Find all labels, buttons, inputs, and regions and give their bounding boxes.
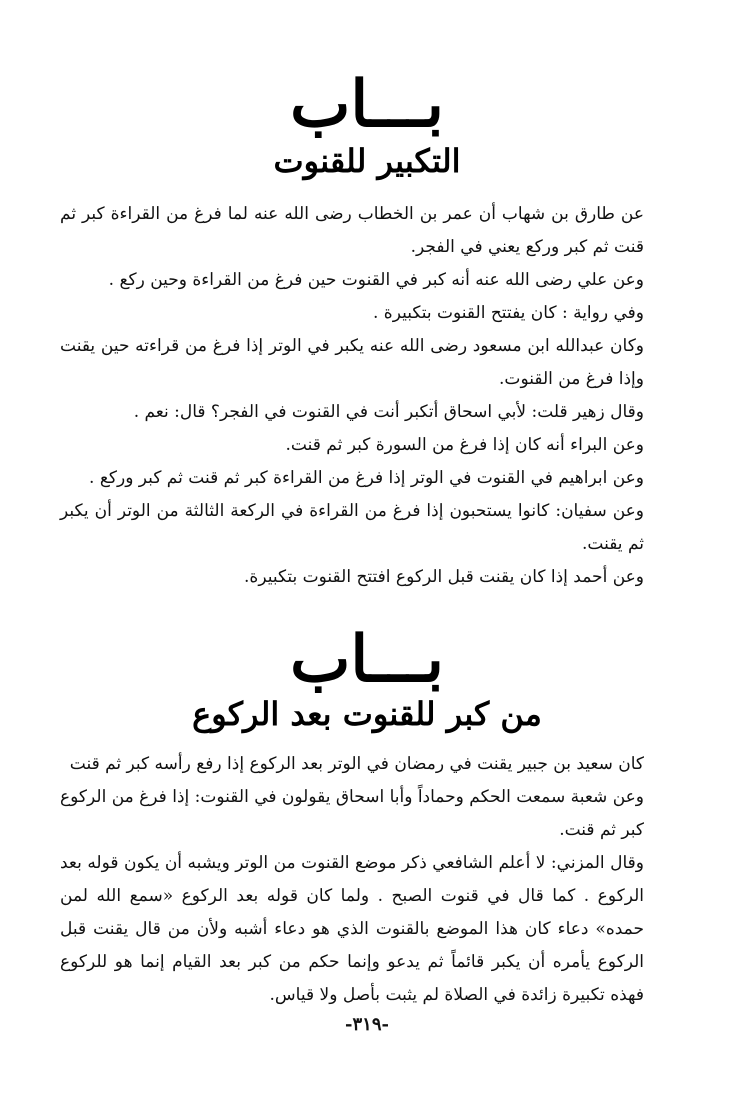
section-2-bab-heading: بـــاب	[290, 622, 444, 697]
paragraph: وقال المزني: لا أعلم الشافعي ذكر موضع القنوت من الوتر ويشبه أن يكون قوله بعد الركوع . كما قال في قنوت الصبح . ولما كان قوله بعد الركوع «سمع الله لمن حمده» دعاء كان هذا الموضع بالقنوت الذي هو دعاء أشبه ولأن من قال يقنت قبل الركوع يأمره أن يكبر قائماً ثم يدعو وإنما حكم من كبر بعد القيام إنما هو للركوع فهذه تكبيرة زائدة في الصلاة لم يثبت بأصل ولا قياس.	[60, 853, 644, 1005]
paragraph: عن طارق بن شهاب أن عمر بن الخطاب رضى الله عنه لما فرغ من القراءة كبر ثم قنت ثم كبر وركع يعني في الفجر.	[60, 204, 644, 257]
paragraph: وعن البراء أنه كان إذا فرغ من السورة كبر ثم قنت.	[285, 435, 644, 455]
section-1-bab-heading: بـــاب	[290, 67, 444, 142]
paragraph: وعن شعبة سمعت الحكم وحماداً وأبا اسحاق يقولون في القنوت: إذا فرغ من الركوع كبر ثم قنت.	[60, 787, 644, 840]
section-2-title: من كبر للقنوت بعد الركوع	[192, 695, 542, 733]
section-2-body	[60, 748, 674, 1012]
paragraph: وكان عبدالله ابن مسعود رضى الله عنه يكبر في الوتر إذا فرغ من قراءته حين يقنت وإذا فرغ من القنوت.	[60, 336, 644, 389]
paragraph: وعن ابراهيم في القنوت في الوتر إذا فرغ من القراءة كبر ثم قنت ثم كبر وركع .	[89, 468, 644, 488]
section-1-title: التكبير للقنوت	[273, 142, 461, 180]
page-number: -٣١٩-	[345, 1014, 389, 1035]
paragraph: وعن أحمد إذا كان يقنت قبل الركوع افتتح القنوت بتكبيرة.	[244, 567, 644, 587]
paragraph: وعن علي رضى الله عنه أنه كبر في القنوت حين فرغ من القراءة وحين ركع .	[108, 270, 644, 290]
section-1-body	[60, 198, 674, 594]
paragraph: وفي رواية : كان يفتتح القنوت بتكبيرة .	[373, 303, 644, 323]
paragraph: وعن سفيان: كانوا يستحبون إذا فرغ من القراءة في الركعة الثالثة من الوتر أن يكبر ثم يقنت.	[60, 501, 644, 554]
paragraph: كان سعيد بن جبير يقنت في رمضان في الوتر بعد الركوع إذا رفع رأسه كبر ثم قنت	[69, 754, 644, 774]
paragraph: وقال زهير قلت: لأبي اسحاق أتكبر أنت في القنوت في الفجر؟ قال: نعم .	[133, 402, 644, 422]
